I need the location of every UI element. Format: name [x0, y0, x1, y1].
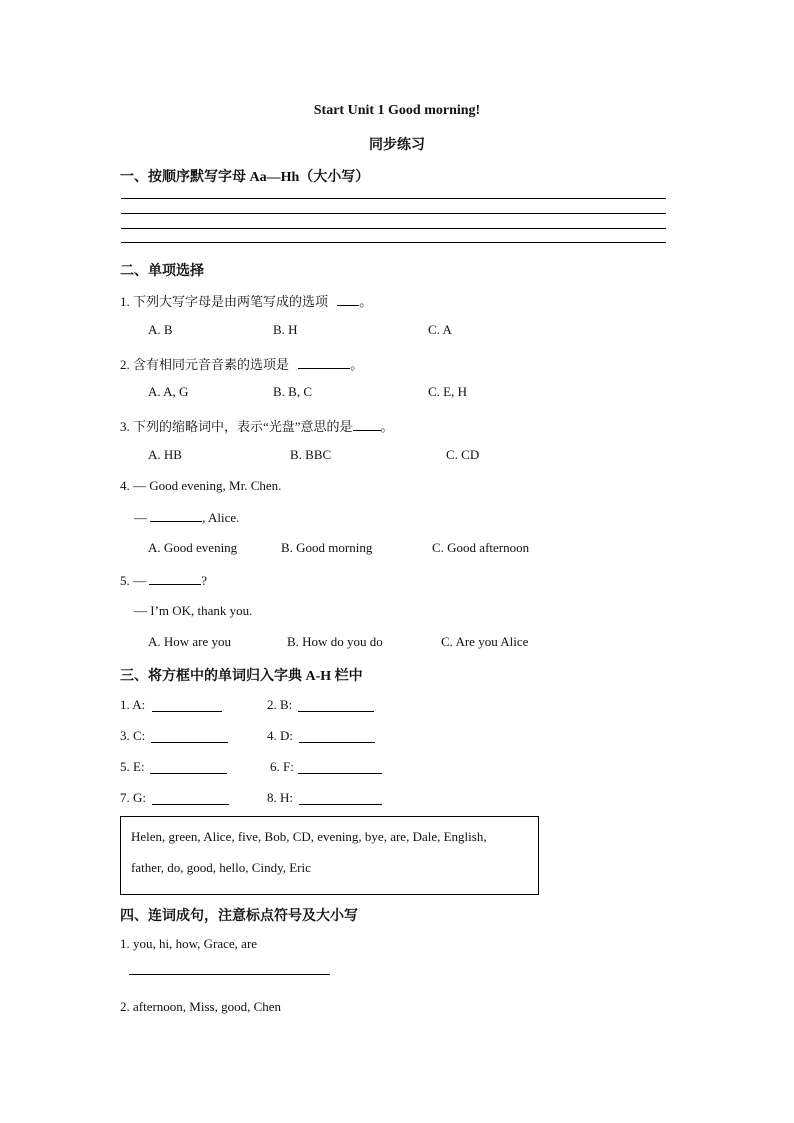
section-2-heading: 二、单项选择 [120, 264, 204, 279]
answer-line[interactable] [298, 773, 382, 774]
option-c: C. E, H [428, 384, 467, 399]
answer-blank[interactable] [298, 356, 350, 369]
option-c: C. A [428, 322, 452, 337]
option-b: B. How do you do [287, 634, 383, 649]
section-1-heading: 一、按顺序默写字母 Aa—Hh（大小写） [120, 170, 370, 185]
answer-blank[interactable] [149, 572, 201, 585]
question-2-end: 。 [350, 357, 364, 372]
option-a: A. Good evening [148, 540, 238, 555]
question-1-stem [120, 291, 372, 310]
word-box-line-2: father, do, good, hello, Cindy, Eric [131, 860, 311, 875]
dict-label-c: 3. C: [120, 728, 146, 743]
option-a: A. A, G [148, 384, 189, 399]
option-a: A. HB [148, 447, 182, 462]
question-4-reply [134, 509, 239, 526]
answer-line[interactable] [152, 711, 222, 712]
option-c: C. CD [446, 447, 480, 462]
option-c: C. Are you Alice [441, 634, 529, 649]
reply-text: , Alice. [202, 510, 240, 525]
word-box-line-1: Helen, green, Alice, five, Bob, CD, evening, bye, are, Dale, English, [131, 829, 487, 844]
question-5-stem [120, 572, 207, 589]
answer-blank[interactable] [337, 293, 359, 306]
question-1-text: 1. 下列大写字母是由两笔写成的选项 [120, 294, 329, 309]
answer-line[interactable] [298, 711, 374, 712]
option-c: C. Good afternoon [432, 540, 530, 555]
dict-label-f: 6. F: [270, 759, 294, 774]
option-b: B. BBC [290, 447, 332, 462]
dict-label-d: 4. D: [267, 728, 293, 743]
option-a: A. How are you [148, 634, 232, 649]
question-5-end: ? [201, 573, 208, 588]
question-2-text: 2. 含有相同元音音素的选项是 [120, 357, 290, 372]
reorder-question-1: 1. you, hi, how, Grace, are [120, 936, 258, 951]
answer-line[interactable] [299, 804, 382, 805]
option-a: A. B [148, 322, 173, 337]
dict-label-b: 2. B: [267, 697, 293, 712]
question-3-text: 3. 下列的缩略词中，表示“光盘”意思的是 [120, 419, 353, 434]
question-3-stem [120, 416, 394, 435]
question-1-end: 。 [359, 294, 373, 309]
answer-line[interactable] [150, 773, 227, 774]
writing-line [121, 213, 666, 214]
answer-blank[interactable] [353, 418, 381, 431]
answer-blank[interactable] [150, 509, 202, 522]
dict-label-h: 8. H: [267, 790, 293, 805]
writing-line [121, 198, 666, 199]
worksheet-title: Start Unit 1 Good morning! [313, 103, 481, 118]
writing-line [121, 228, 666, 229]
question-5-reply: — I’m OK, thank you. [134, 603, 253, 618]
answer-line[interactable] [151, 742, 228, 743]
question-4-stem: 4. — Good evening, Mr. Chen. [120, 478, 282, 493]
dash: — [134, 510, 147, 525]
option-b: B. Good morning [281, 540, 373, 555]
answer-line[interactable] [299, 742, 375, 743]
question-3-end: 。 [380, 419, 394, 434]
dict-label-a: 1. A: [120, 697, 146, 712]
reorder-question-2: 2. afternoon, Miss, good, Chen [120, 999, 282, 1014]
answer-line[interactable] [129, 974, 330, 975]
section-4-heading: 四、连词成句，注意标点符号及大小写 [120, 909, 358, 924]
word-box [120, 816, 539, 895]
dict-label-g: 7. G: [120, 790, 146, 805]
question-2-stem [120, 354, 363, 373]
answer-line[interactable] [152, 804, 229, 805]
section-3-heading: 三、将方框中的单词归入字典 A-H 栏中 [120, 669, 363, 684]
option-b: B. H [273, 322, 298, 337]
writing-line [121, 242, 666, 243]
option-b: B. B, C [273, 384, 313, 399]
dict-label-e: 5. E: [120, 759, 145, 774]
question-5-text: 5. — [120, 573, 146, 588]
worksheet-subtitle: 同步练习 [369, 138, 425, 153]
